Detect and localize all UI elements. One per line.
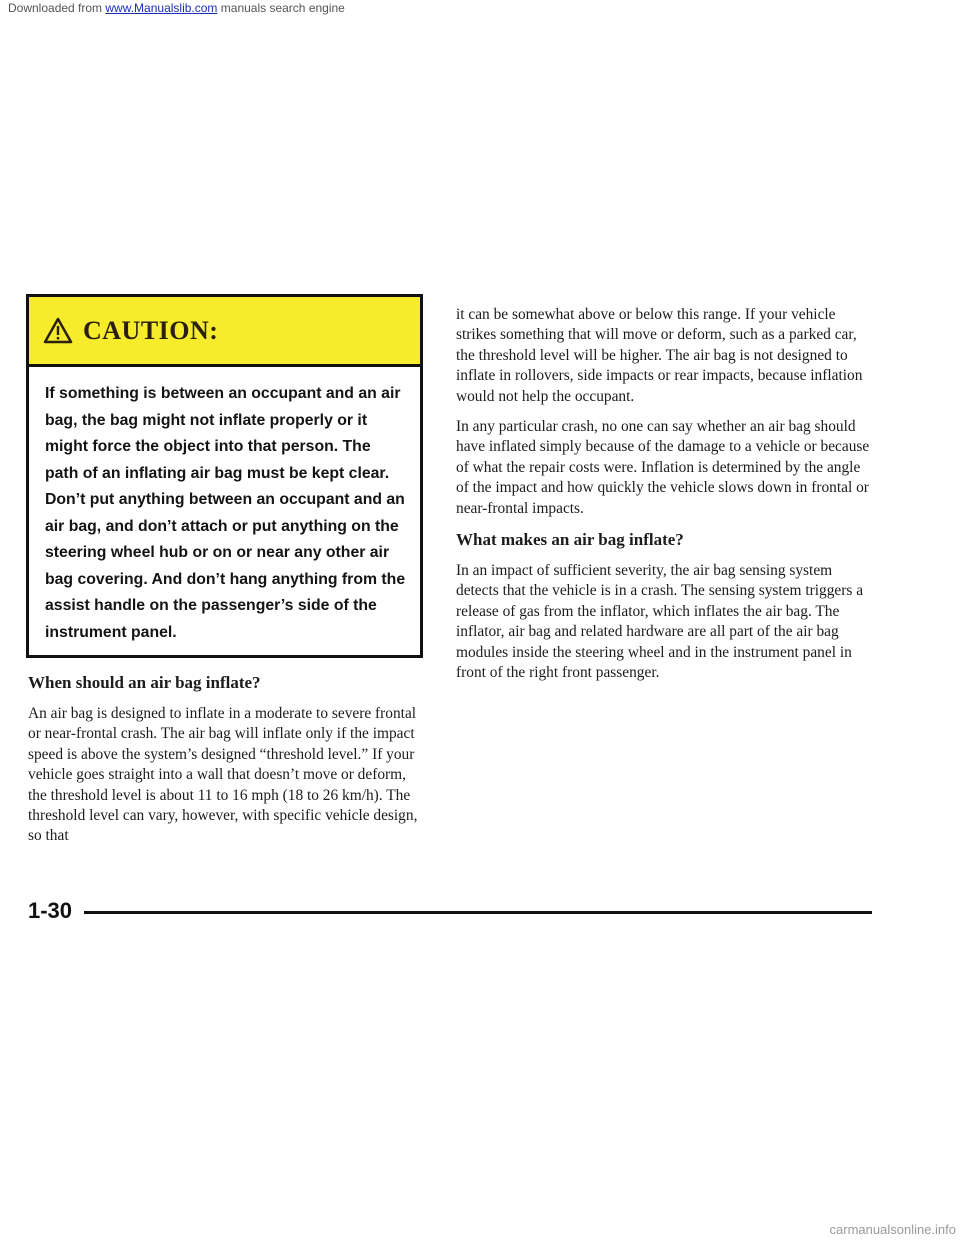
bottom-brand-watermark: carmanualsonline.info xyxy=(829,1222,956,1237)
warning-triangle-icon xyxy=(43,317,73,344)
watermark-prefix: Downloaded from xyxy=(8,1,106,15)
caution-box xyxy=(26,294,423,658)
paragraph-when-inflate: An air bag is designed to inflate in a moderate to severe frontal or near-frontal crash. The air bag will inflate only if the impact speed is above the system’s designed “threshold level.” If your vehicle goes straight into a wall that doesn’t move or deform, the threshold level is about 11 to 16 mph (18 to 26 km/h). The threshold level can vary, however, with specific vehicle design, so that xyxy=(28,705,418,845)
manualslib-link[interactable]: www.Manualslib.com xyxy=(105,1,218,15)
paragraph-particular-crash: In any particular crash, no one can say whether an air bag should have inflated simply because of the damage to a vehicle or because of what the repair costs were. Inflation is determined by the angle of the impact and how quickly the vehicle slows down in frontal or near-frontal impacts. xyxy=(456,418,870,517)
section-heading-when-inflate: When should an air bag inflate? xyxy=(28,673,261,692)
left-column xyxy=(28,672,423,857)
download-watermark xyxy=(8,0,345,16)
watermark-suffix: manuals search engine xyxy=(217,1,345,15)
right-column xyxy=(456,305,876,694)
section-heading-what-makes-inflate: What makes an air bag inflate? xyxy=(456,530,684,550)
paragraph-threshold-range: it can be somewhat above or below this range. If your vehicle strikes something that will move or deform, such as a parked car, the threshold level will be higher. The air bag is not designed to inflate in rollovers, side impacts or rear impacts, because inflation would not help the occupant. xyxy=(456,306,863,405)
footer-rule xyxy=(84,911,872,914)
page-number: 1-30 xyxy=(28,898,73,923)
paragraph-sensing-system: In an impact of sufficient severity, the air bag sensing system detects that the vehicle is in a crash. The sensing system triggers a release of gas from the inflator, which inflates the air bag. The inflator, air bag and related hardware are all part of the air bag modules inside the steering wheel and in the instrument panel in front of the right front passenger. xyxy=(456,562,864,682)
caution-text: If something is between an occupant and an air bag, the bag might not inflate properly or it might force the object into that person. The path of an inflating air bag must be kept clear. Don’t put anything between an occupant and an air bag, and don’t attach or put anything on the steering wheel hub or on or near any other air bag covering. And don’t hang anything from the assist handle on the passenger’s side of the instrument panel. xyxy=(45,385,406,641)
caution-header xyxy=(29,297,420,367)
caution-title: CAUTION: xyxy=(83,315,219,345)
